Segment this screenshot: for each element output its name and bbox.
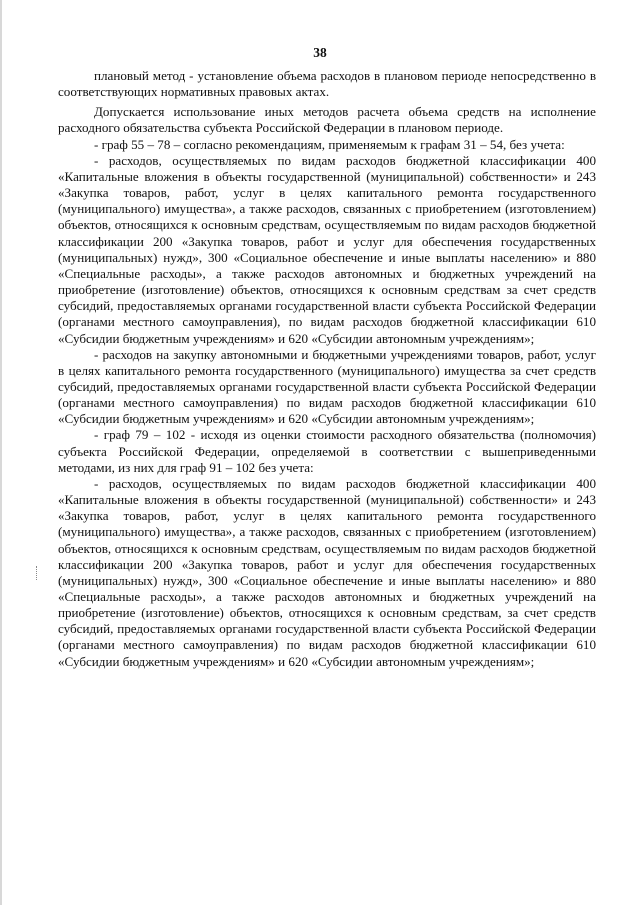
scan-margin-mark xyxy=(36,566,40,580)
page-number: 38 xyxy=(313,45,327,60)
paragraph-other-methods: Допускается использование иных методов расчета объема средств на исполнение расходного обязательства субъекта Российской Федерации в плановом периоде. xyxy=(58,104,596,136)
paragraph-columns-79-102: - граф 79 – 102 - исходя из оценки стоимости расходного обязательства (полномочия) субъекта Российской Федерации, определяемой в соответствии с вышеприведенными методами, из них для граф 91 – 102 без учета: xyxy=(58,427,596,475)
paragraph-expenses-list-2: - расходов, осуществляемых по видам расходов бюджетной классификации 400 «Капитальные вложения в объекты государственной (муниципальной) собственности» и 243 «Закупка товаров, работ, услуг в целях капитального ремонта государственного (муниципального) имущества», а также расходов, связанных с приобретением (изготовлением) объектов, относящихся к основным средствам, осуществляемым по видам расходов бюджетной классификации 200 «Закупка товаров, работ и услуг для обеспечения государственных (муниципальных) нужд», 300 «Социальное обеспечение и иные выплаты населению» и 880 «Специальные расходы», а также расходов автономных и бюджетных учреждений на приобретение (изготовление) объектов, относящихся к основным средствам, за счет средств субсидий, предоставляемых органами государственной власти субъекта Российской Федерации (органами местного самоуправления) по видам расходов бюджетной классификации 610 «Субсидии бюджетным учреждениям» и 620 «Субсидии автономным учреждениям»; xyxy=(58,475,596,669)
paragraph-procurement-expenses: - расходов на закупку автономными и бюджетными учреждениями товаров, работ, услуг в целях капитального ремонта государственного (муниципального) имущества за счет средств субсидий, предоставляемых органами государственной власти субъекта Российской Федерации (органами местного самоуправления) по видам расходов бюджетной классификации 610 «Субсидии бюджетным учреждениям» и 620 «Субсидии автономным учреждениям»; xyxy=(58,346,596,427)
scan-edge xyxy=(0,0,2,905)
paragraph-columns-55-78: - граф 55 – 78 – согласно рекомендациям, применяемым к графам 31 – 54, без учета: xyxy=(94,136,565,152)
paragraph-planned-method: плановый метод - установление объема расходов в плановом периоде непосредственно в соответствующих нормативных правовых актах. xyxy=(58,68,596,100)
paragraph-expenses-list-1: - расходов, осуществляемых по видам расходов бюджетной классификации 400 «Капитальные вложения в объекты государственной (муниципальной) собственности» и 243 «Закупка товаров, работ, услуг в целях капитального ремонта государственного (муниципального) имущества», а также расходов, связанных с приобретением (изготовлением) объектов, относящихся к основным средствам, осуществляемым по видам расходов бюджетной классификации 200 «Закупка товаров, работ и услуг для обеспечения государственных (муниципальных) нужд», 300 «Социальное обеспечение и иные выплаты населению» и 880 «Специальные расходы», а также расходов автономных и бюджетных учреждений на приобретение (изготовление) объектов, относящихся к основным средствам за счет средств субсидий, предоставляемых органами государственной власти субъекта Российской Федерации (органами местного самоуправления), по видам расходов бюджетной классификации 610 «Субсидии бюджетным учреждениям» и 620 «Субсидии автономным учреждениям»; xyxy=(58,152,596,346)
document-body xyxy=(58,68,596,670)
